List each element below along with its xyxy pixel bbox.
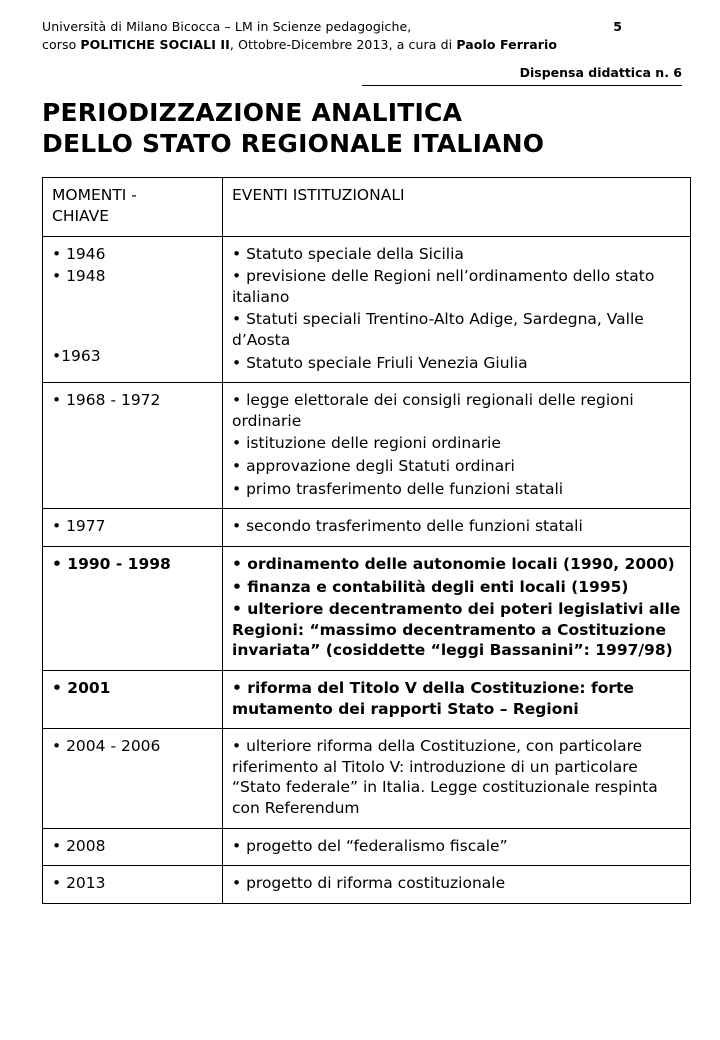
table-row [43,729,691,828]
event-item: • finanza e contabilità degli enti locali (1995) [232,577,629,596]
event-item: • progetto di riforma costituzionale [232,874,506,893]
cell-events [223,383,691,509]
event-item: • Statuto speciale Friuli Venezia Giulia [232,353,528,372]
moment-item: • 2001 [52,678,111,697]
header-course-name: POLITICHE SOCIALI II [80,37,230,53]
table-row [43,383,691,509]
column-header-moments-line-2: CHIAVE [52,206,110,225]
document-header [42,18,684,86]
event-item: • progetto del “federalismo fiscale” [232,836,508,855]
spacer [52,289,213,306]
header-course-prefix: corso [42,37,81,53]
header-course-period: , Ottobre-Dicembre 2013, a cura di [229,37,457,53]
event-item: • Statuto speciale della Sicilia [232,244,464,263]
cell-moments [43,828,223,866]
event-item: • riforma del Titolo V della Costituzione: forte mutamento dei rapporti Stato – Regioni [232,678,634,718]
cell-events [223,546,691,670]
cell-events [223,670,691,728]
cell-moments [43,509,223,547]
cell-moments [43,546,223,670]
table-row [43,866,691,904]
table-row [43,546,691,670]
page-title-line-1: PERIODIZZAZIONE ANALITICA [42,98,463,128]
header-author: Paolo Ferrario [456,37,558,53]
moment-item: • 1946 [52,244,106,263]
moment-item: • 1977 [52,517,106,536]
cell-moments [43,236,223,383]
cell-events [223,509,691,547]
cell-events [223,828,691,866]
page-title-line-2: DELLO STATO REGIONALE ITALIANO [42,128,545,158]
moment-item: •1963 [52,346,101,365]
moment-item: • 1968 - 1972 [52,391,161,410]
event-item: • Statuti speciali Trentino-Alto Adige, Sardegna, Valle d’Aosta [232,310,644,350]
event-item: • primo trasferimento delle funzioni statali [232,479,564,498]
cell-moments [43,866,223,904]
cell-moments [43,383,223,509]
header-line-2 [42,36,684,54]
header-line-1 [42,18,684,36]
event-item: • previsione delle Regioni nell’ordinamento dello stato italiano [232,267,655,306]
dispensa-wrap [42,64,684,86]
column-header-moments [43,178,223,236]
header-institution: Università di Milano Bicocca – LM in Scienze pedagogiche, [42,19,412,34]
event-item: • istituzione delle regioni ordinarie [232,434,501,453]
table-row [43,236,691,383]
moment-item: • 2013 [52,874,106,893]
cell-events [223,236,691,383]
moment-item: • 2008 [52,836,106,855]
event-item: • ordinamento delle autonomie locali (1990, 2000) [232,554,675,573]
moment-item: • 1948 [52,267,106,286]
event-item: • secondo trasferimento delle funzioni statali [232,517,583,536]
moment-item: • 2004 - 2006 [52,737,161,756]
table-body [43,236,691,903]
page-title [42,98,684,159]
spacer [52,308,213,325]
column-header-moments-line-1: MOMENTI - [52,186,137,205]
cell-events [223,866,691,904]
page-number: 5 [613,19,622,34]
moment-item: • 1990 - 1998 [52,554,171,573]
event-item: • legge elettorale dei consigli regionali delle regioni ordinarie [232,391,634,430]
event-item: • ulteriore decentramento dei poteri legislativi alle Regioni: “massimo decentramento a Costituzione invariata” (cosiddette “leggi Bassanini”: 1997/98) [232,600,681,660]
table-row [43,670,691,728]
table-row [43,828,691,866]
spacer [52,327,213,344]
cell-moments [43,670,223,728]
column-header-events: EVENTI ISTITUZIONALI [223,178,691,236]
table-row [43,509,691,547]
event-item: • ulteriore riforma della Costituzione, con particolare riferimento al Titolo V: introduzione di un particolare “Stato federale” in Italia. Legge costituzionale respinta con Referendum [232,737,658,817]
table-header-row [43,178,691,236]
event-item: • approvazione degli Statuti ordinari [232,457,515,476]
cell-events [223,729,691,828]
periodization-table [42,177,691,903]
dispensa-label: Dispensa didattica n. 6 [362,64,682,86]
cell-moments [43,729,223,828]
